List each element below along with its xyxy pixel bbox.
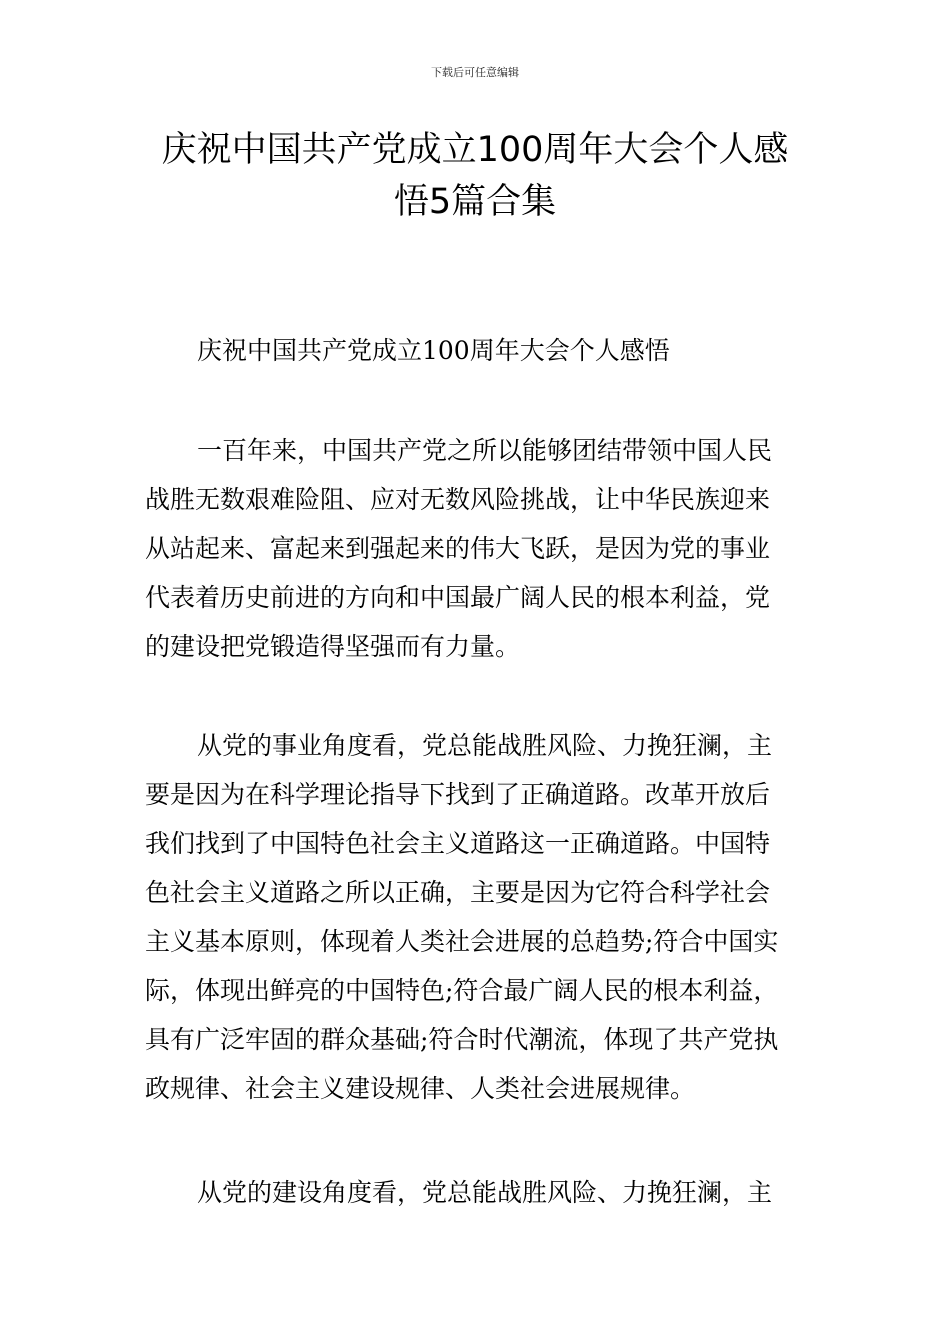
- paragraph-line: 主义基本原则，体现着人类社会进展的总趋势;符合中国实: [145, 927, 779, 956]
- paragraph-line: 要是因为在科学理论指导下找到了正确道路。改革开放后: [145, 780, 771, 809]
- paragraph-line: 际，体现出鲜亮的中国特色;符合最广阔人民的根本利益，: [145, 976, 779, 1005]
- paragraph-1: [145, 432, 809, 677]
- paragraph-line: 具有广泛牢固的群众基础;符合时代潮流，体现了共产党执: [145, 1025, 779, 1054]
- paragraph-line: 政规律、社会主义建设规律、人类社会进展规律。: [145, 1074, 696, 1103]
- paragraph-line: 从党的事业角度看，党总能战胜风险、力挽狂澜，主: [197, 731, 773, 760]
- paragraph-line: 从站起来、富起来到强起来的伟大飞跃，是因为党的事业: [145, 534, 771, 563]
- document-title-line: 悟5篇合集: [393, 182, 557, 222]
- document-title-line: 庆祝中国共产党成立100周年大会个人感: [161, 130, 789, 170]
- paragraph-3: [145, 1174, 809, 1223]
- paragraph-line: 的建设把党锻造得坚强而有力量。: [145, 632, 521, 661]
- paragraph-line: 战胜无数艰难险阻、应对无数风险挑战，让中华民族迎来: [145, 485, 771, 514]
- section-heading: 庆祝中国共产党成立100周年大会个人感悟: [197, 336, 670, 365]
- paragraph-line: 一百年来，中国共产党之所以能够团结带领中国人民: [197, 436, 773, 465]
- paragraph-line: 色社会主义道路之所以正确，主要是因为它符合科学社会: [145, 878, 771, 907]
- paragraph-line: 我们找到了中国特色社会主义道路这一正确道路。中国特: [145, 829, 771, 858]
- paragraph-line: 代表着历史前进的方向和中国最广阔人民的根本利益，党: [145, 583, 771, 612]
- page-header-note: 下载后可任意编辑: [431, 66, 519, 79]
- paragraph-line: 从党的建设角度看，党总能战胜风险、力挽狂澜，主: [197, 1178, 773, 1207]
- document-title: [120, 124, 830, 228]
- paragraph-2: [145, 727, 809, 1119]
